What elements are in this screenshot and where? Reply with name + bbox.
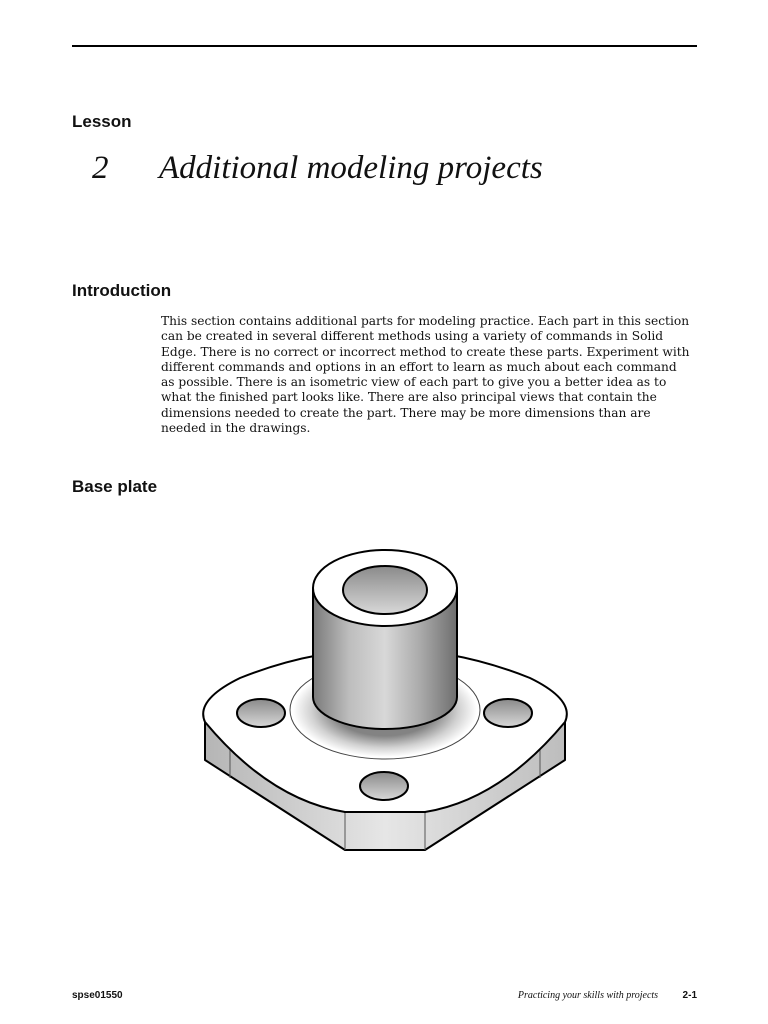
chapter-number: 2 (92, 150, 109, 186)
intro-line: as possible. There is an isometric view of each part to give you a better idea as to (161, 375, 667, 390)
introduction-paragraph (161, 314, 706, 436)
intro-line: Edge. There is no correct or incorrect method to create these parts. Experiment with (161, 344, 690, 359)
footer-book-title: Practicing your skills with projects (517, 990, 659, 1001)
introduction-heading: Introduction (72, 281, 172, 300)
intro-line: This section contains additional parts for modeling practice. Each part in this section (161, 314, 690, 328)
intro-line: dimensions needed to create the part. There may be more dimensions than are (161, 405, 651, 420)
base-plate-heading: Base plate (72, 477, 158, 496)
base-plate-isometric-figure (200, 540, 572, 860)
intro-line: different commands and options in an effort to learn as much about each command (161, 359, 677, 374)
intro-line: needed in the drawings. (161, 421, 311, 436)
lesson-label: Lesson (72, 112, 132, 131)
footer-page-number: 2-1 (682, 990, 697, 1001)
boss-bore-hole (343, 566, 427, 614)
mounting-hole-left (237, 699, 285, 727)
header-rule (72, 45, 697, 47)
mounting-hole-front (360, 772, 408, 800)
intro-line: what the finished part looks like. There are also principal views that contain the (161, 390, 657, 405)
chapter-title: Additional modeling projects (159, 150, 543, 186)
mounting-hole-right (484, 699, 532, 727)
footer-right (518, 990, 697, 1001)
intro-line: can be created in several different methods using a variety of commands in Solid (161, 329, 664, 344)
footer-doc-id: spse01550 (72, 990, 123, 1001)
